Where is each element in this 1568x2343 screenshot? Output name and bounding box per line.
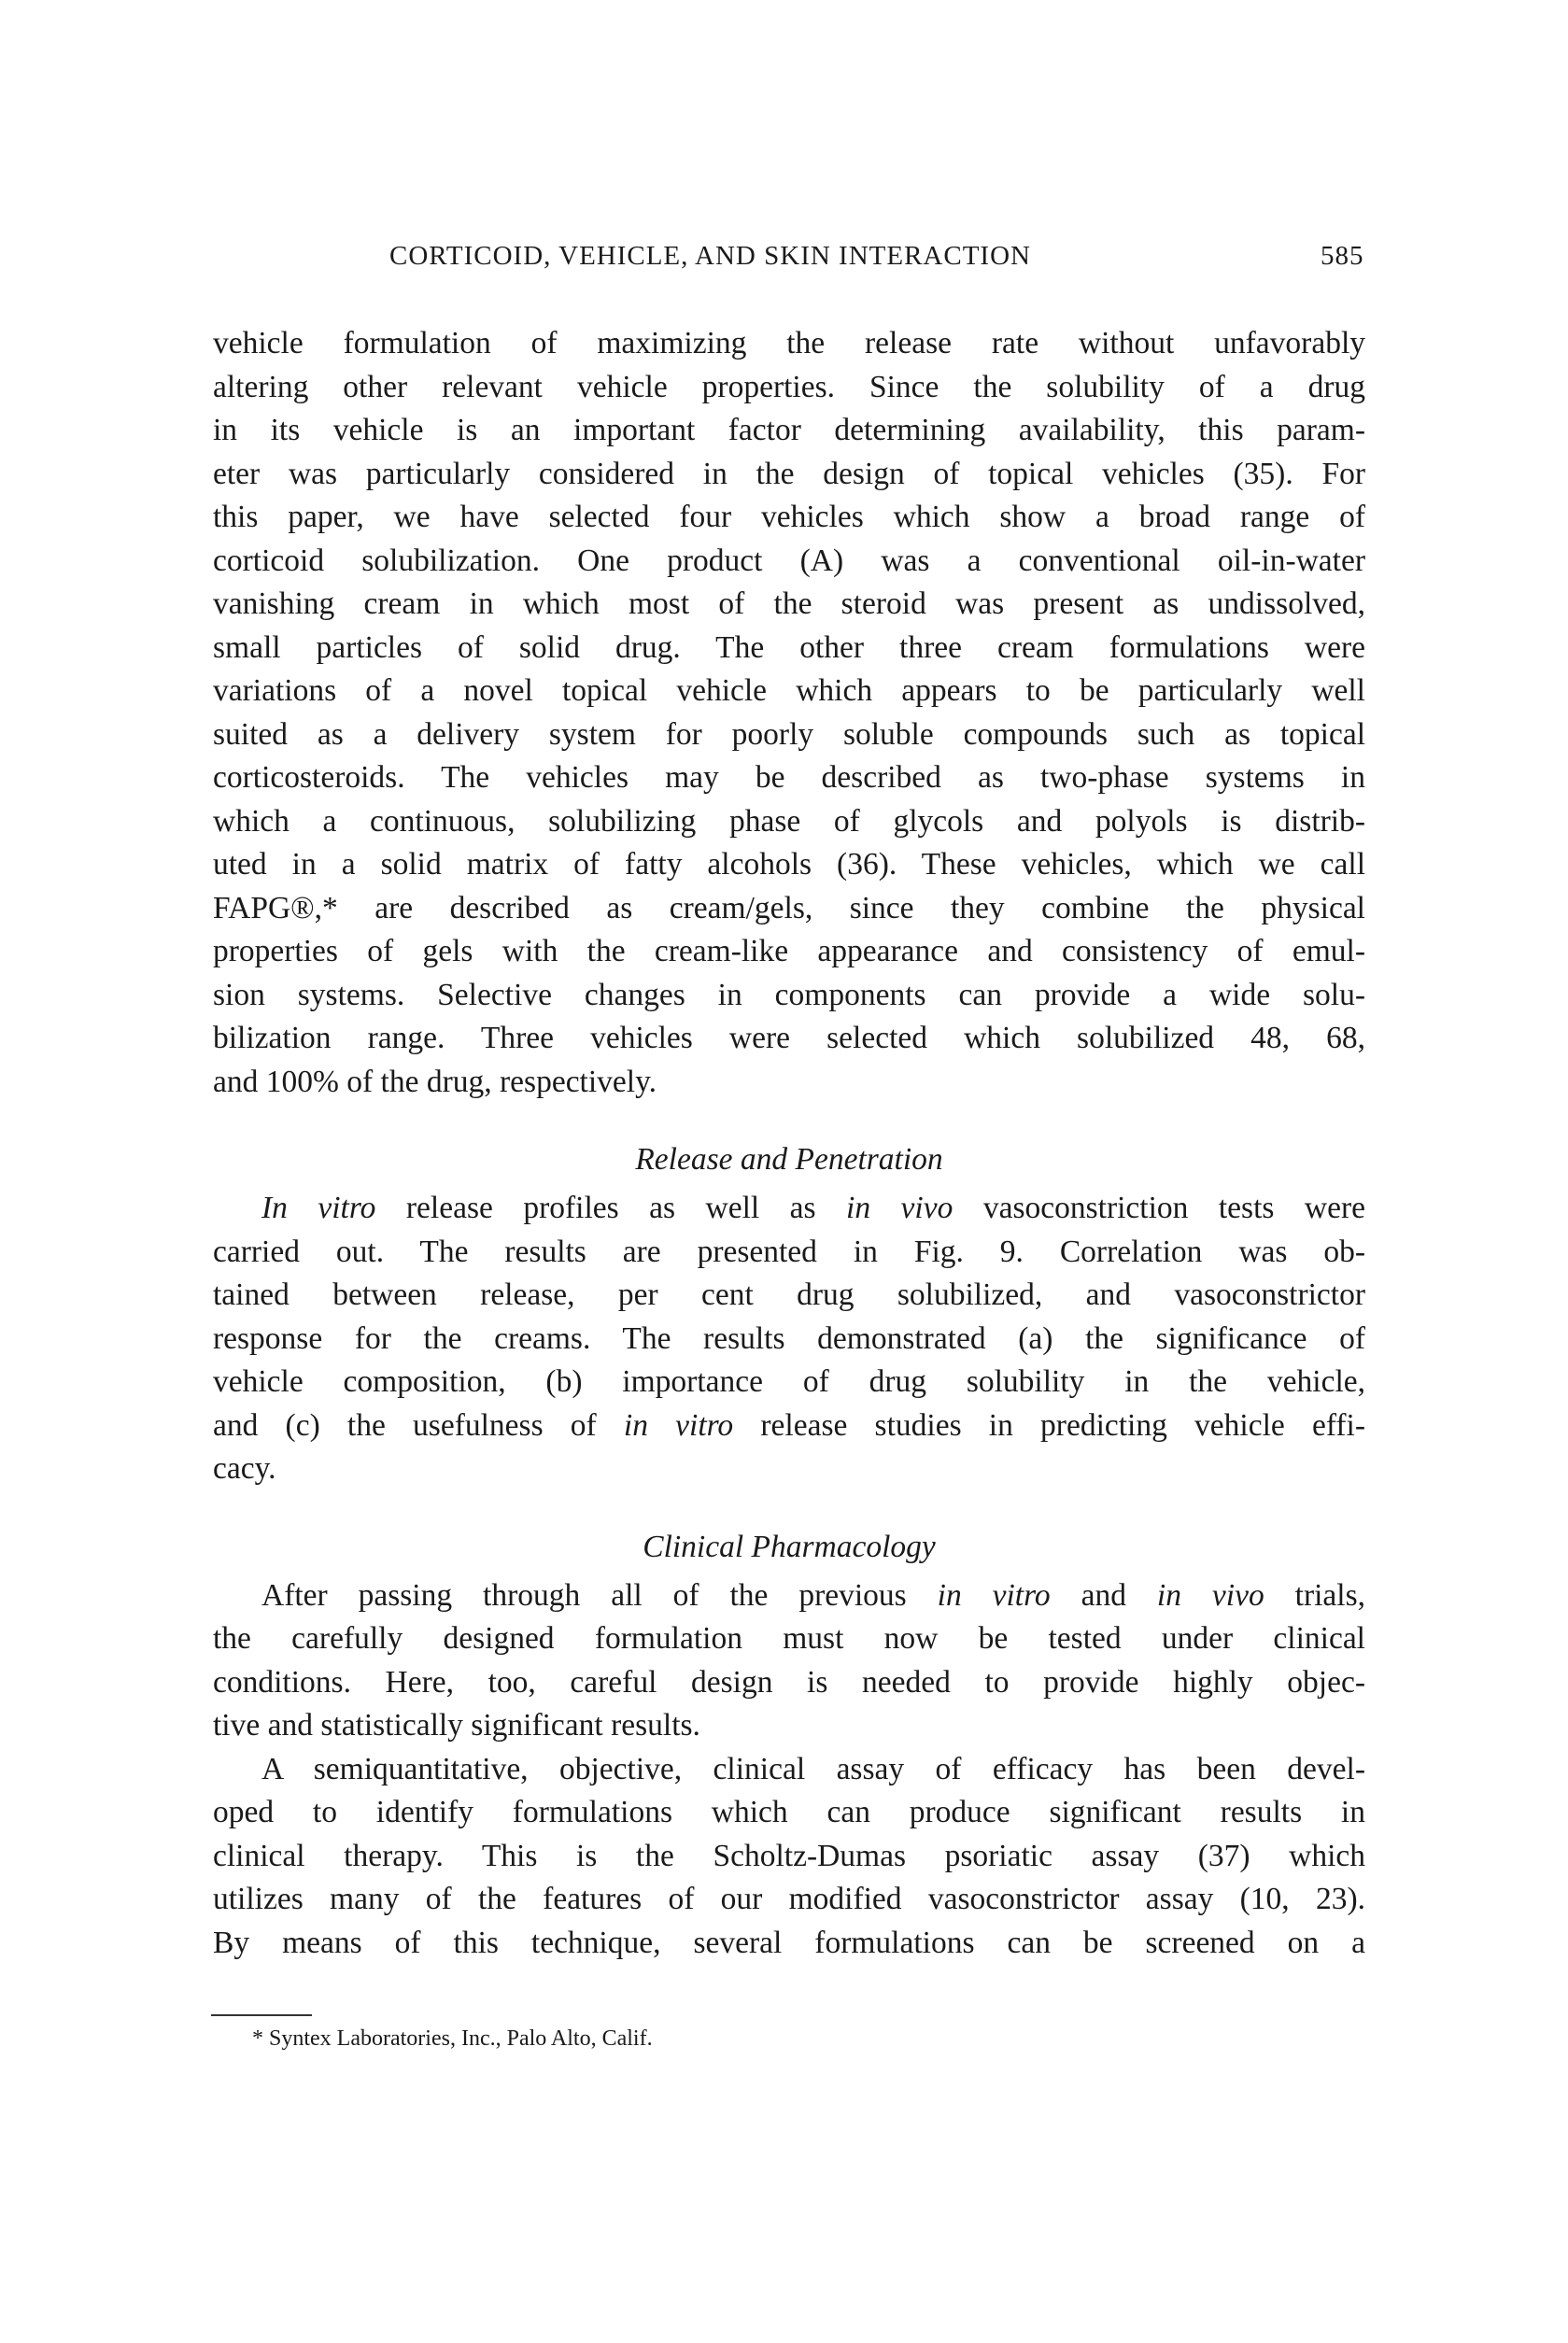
text-span: uted in a solid matrix of fatty alcohols (36). These vehicles, which we call [213,847,1365,882]
text-span: utilizes many of the features of our modified vasoconstrictor assay (10, 23). [213,1882,1365,1916]
text-span: FAPG®,* are described as cream/gels, since they combine the physical [213,890,1365,925]
text-line [213,540,1365,583]
text-span: corticoid solubilization. One product (A) was a conventional oil-in-water [213,543,1365,578]
text-span: and 100% of the drug, respectively. [213,1064,657,1099]
text-span: trials, [1264,1577,1366,1613]
text-span: clinical therapy. This is the Scholtz-Dumas psoriatic assay (37) which [213,1838,1365,1873]
text-line [261,1187,1365,1230]
text-line [213,1447,1365,1490]
italic-text: In vitro [261,1191,376,1225]
italic-text: in vitro [623,1407,734,1443]
text-line [261,1574,1365,1617]
text-line [213,1922,1365,1965]
italic-text: in vitro [937,1577,1051,1613]
text-line [213,1231,1365,1274]
text-line [213,1791,1365,1834]
text-span: the carefully designed formulation must now be tested under clinical [213,1621,1365,1656]
text-span: conditions. Here, too, careful design is needed to provide highly objec- [213,1664,1365,1700]
text-line [213,1878,1365,1921]
text-span: response for the creams. The results demonstrated (a) the significance of [213,1320,1365,1356]
text-line [213,453,1365,496]
page-number: 585 [1321,241,1364,271]
text-line [213,1361,1365,1404]
text-span: suited as a delivery system for poorly soluble compounds such as topical [213,716,1365,752]
text-line [213,670,1365,713]
text-span: eter was particularly considered in the design of topical vehicles (35). For [213,456,1365,491]
text-line [213,1661,1365,1704]
text-span: By means of this technique, several formulations can be screened on a [213,1925,1365,1960]
text-span: bilization range. Three vehicles were selected which solubilized 48, 68, [213,1021,1365,1055]
running-header-title: CORTICOID, VEHICLE, AND SKIN INTERACTION [389,241,1031,271]
text-span: After passing through all of the previous [261,1577,938,1613]
text-line [213,322,1365,365]
text-span: corticosteroids. The vehicles may be described as two-phase systems in [213,760,1365,795]
text-span: tained between release, per cent drug solubilized, and vasoconstrictor [213,1277,1365,1312]
text-span: oped to identify formulations which can produce significant results in [213,1795,1365,1829]
text-line [213,1274,1365,1317]
text-span: vanishing cream in which most of the steroid was present as undissolved, [213,586,1365,621]
italic-text: in vivo [1156,1577,1264,1613]
text-line [213,930,1365,973]
text-line [213,409,1365,452]
text-line [213,843,1365,886]
text-span: cacy. [213,1451,276,1486]
text-span: this paper, we have selected four vehicles which show a broad range of [213,500,1365,534]
italic-text: in vivo [846,1191,954,1225]
text-line [213,1017,1365,1060]
text-span: sion systems. Selective changes in components can provide a wide solu- [213,977,1365,1012]
text-span: vasoconstriction tests were [953,1191,1365,1225]
text-line [213,1704,1365,1747]
footnote: * Syntex Laboratories, Inc., Palo Alto, Calif. [252,2026,653,2051]
text-span: altering other relevant vehicle properties. Since the solubility of a drug [213,369,1365,404]
text-span: variations of a novel topical vehicle which appears to be particularly well [213,673,1365,708]
text-line [213,887,1365,930]
section-heading: Clinical Pharmacology [643,1529,936,1564]
text-span: release studies in predicting vehicle effi- [733,1407,1365,1443]
text-span: carried out. The results are presented in Fig. 9. Correlation was ob- [213,1234,1365,1269]
text-span: release profiles as well as [375,1191,847,1225]
text-line [213,1061,1365,1104]
text-line [213,1404,1365,1447]
text-span: and (c) the usefulness of [213,1407,624,1443]
text-line [213,1835,1365,1878]
text-span: vehicle composition, (b) importance of drug solubility in the vehicle, [213,1364,1365,1399]
text-span: which a continuous, solubilizing phase of glycols and polyols is distrib- [213,803,1365,839]
text-line [213,800,1365,843]
text-line [213,974,1365,1017]
text-span: small particles of solid drug. The other three cream formulations were [213,629,1365,665]
text-line [213,627,1365,670]
text-span: tive and statistically significant results. [213,1708,700,1743]
text-span: vehicle formulation of maximizing the release rate without unfavorably [213,326,1365,360]
section-heading: Release and Penetration [635,1142,943,1177]
text-line [261,1748,1365,1791]
text-line [213,713,1365,756]
footnote-rule [211,2014,312,2016]
text-line [213,1318,1365,1361]
text-line [213,1617,1365,1660]
text-line [213,756,1365,799]
text-line [213,366,1365,409]
text-span: properties of gels with the cream-like appearance and consistency of emul- [213,934,1365,968]
text-span: in its vehicle is an important factor determining availability, this param- [213,413,1365,447]
text-line [213,496,1365,539]
text-line [213,583,1365,626]
text-span: and [1050,1577,1157,1613]
text-span: A semiquantitative, objective, clinical assay of efficacy has been devel- [261,1751,1365,1786]
